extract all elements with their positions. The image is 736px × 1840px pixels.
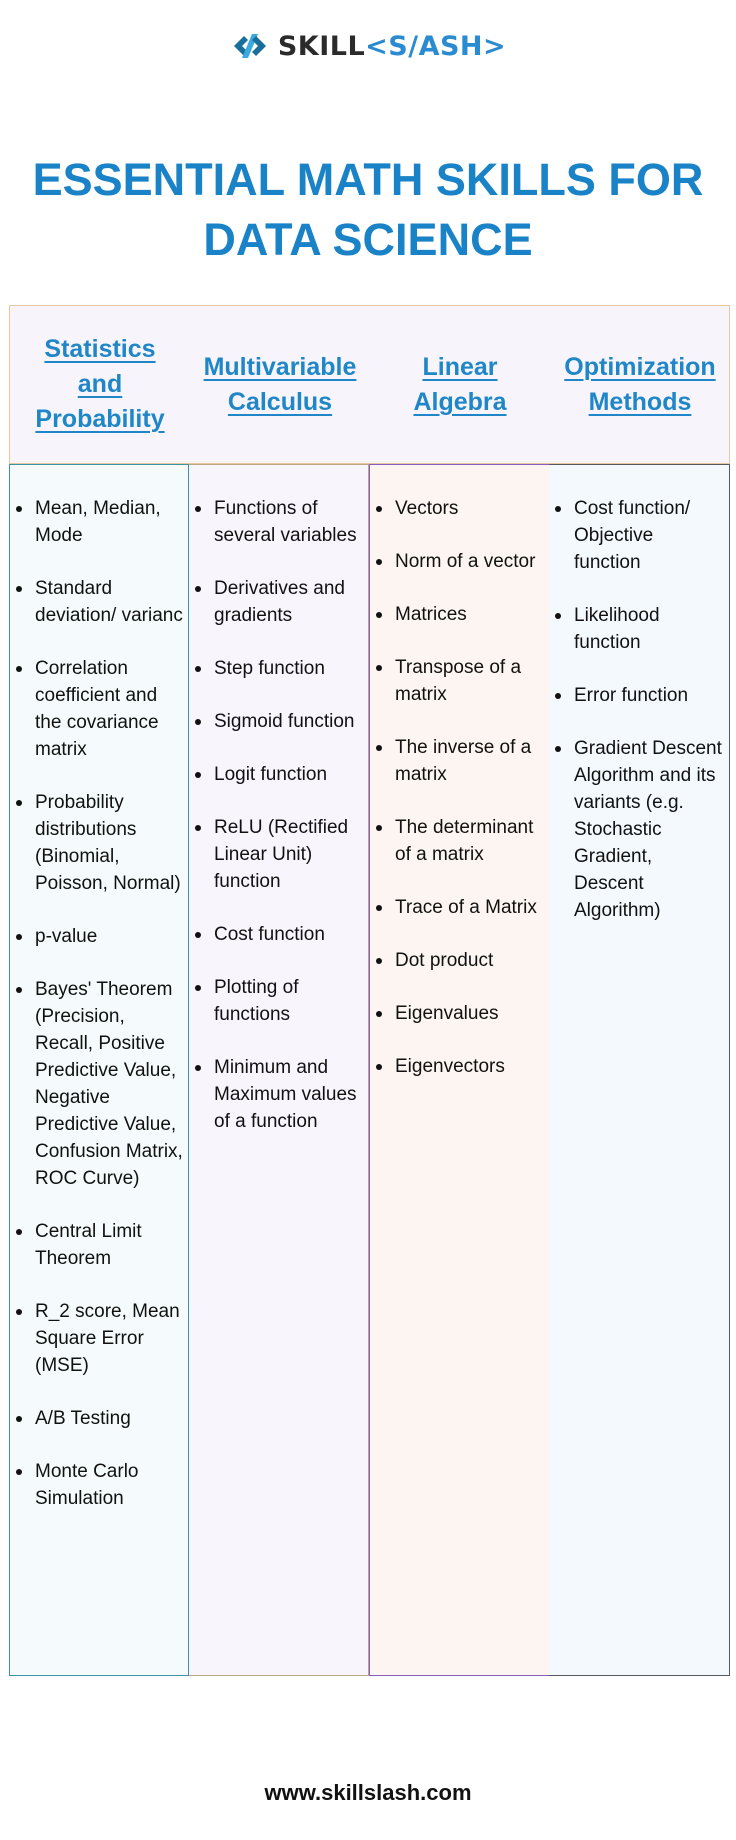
list-item: Matrices <box>395 601 545 628</box>
list-item: ReLU (Rectified Linear Unit) function <box>214 814 364 895</box>
list-item: The inverse of a matrix <box>395 734 545 788</box>
column-linear-algebra <box>369 464 550 1676</box>
header-statistics-line-1: Statistics <box>44 335 156 363</box>
list-item: R_2 score, Mean Square Error (MSE) <box>35 1298 184 1379</box>
list-item: Monte Carlo Simulation <box>35 1458 184 1512</box>
list-item: Correlation coefficient and the covariance matrix <box>35 655 184 763</box>
list-item: Mean, Median, Mode <box>35 495 184 549</box>
header-statistics-line-3: Probability <box>35 405 165 433</box>
list-item: Bayes' Theorem (Precision, Recall, Positive Predictive Value, Negative Predictive Value, Confusion Matrix, ROC Curve) <box>35 976 184 1192</box>
list-item: Error function <box>574 682 725 709</box>
header-optimization-line-1: Optimization <box>564 352 716 381</box>
list-item: The determinant of a matrix <box>395 814 545 868</box>
header-multivariable-calculus[interactable] <box>190 306 370 463</box>
list-item: Transpose of a matrix <box>395 654 545 708</box>
header-linear-algebra[interactable] <box>370 306 550 463</box>
list-item: Functions of several variables <box>214 495 364 549</box>
header-algebra-line-1: Linear <box>422 352 498 381</box>
optimization-list <box>549 465 729 924</box>
title-line-2: DATA SCIENCE <box>203 214 533 265</box>
page-title <box>0 150 736 270</box>
column-multivariable-calculus <box>189 464 369 1676</box>
column-optimization-methods <box>549 464 730 1676</box>
list-item: Cost function <box>214 921 364 948</box>
brand-part-skill: SKILL <box>277 30 366 62</box>
header-statistics-probability[interactable] <box>10 306 190 463</box>
list-item: A/B Testing <box>35 1405 184 1432</box>
list-item: Gradient Descent Algorithm and its variants (e.g. Stochastic Gradient, Descent Algorithm) <box>574 735 725 924</box>
list-item: p-value <box>35 923 184 950</box>
list-item: Cost function/ Objective function <box>574 495 725 576</box>
header-calculus-line-1: Multivariable <box>203 352 357 381</box>
skills-table <box>9 305 730 1677</box>
brand-logo <box>0 30 736 62</box>
skillslash-mark-icon <box>230 30 270 62</box>
header-optimization-methods[interactable] <box>550 306 730 463</box>
statistics-list <box>10 465 188 1512</box>
list-item: Probability distributions (Binomial, Poisson, Normal) <box>35 789 184 897</box>
list-item: Trace of a Matrix <box>395 894 545 921</box>
list-item: Norm of a vector <box>395 548 545 575</box>
list-item: Logit function <box>214 761 364 788</box>
list-item: Eigenvalues <box>395 1000 545 1027</box>
table-header-row <box>9 305 730 464</box>
header-optimization-line-2: Methods <box>588 387 692 416</box>
list-item: Minimum and Maximum values of a function <box>214 1054 364 1135</box>
algebra-list <box>370 465 549 1080</box>
column-statistics-probability <box>9 464 189 1676</box>
header-algebra-line-2: Algebra <box>413 387 507 416</box>
list-item: Dot product <box>395 947 545 974</box>
list-item: Eigenvectors <box>395 1053 545 1080</box>
title-line-1: ESSENTIAL MATH SKILLS FOR <box>32 154 704 205</box>
footer-website-link[interactable]: www.skillslash.com <box>264 1780 472 1805</box>
list-item: Standard deviation/ varianc <box>35 575 184 629</box>
list-item: Sigmoid function <box>214 708 364 735</box>
brand-wordmark <box>278 31 506 62</box>
list-item: Plotting of functions <box>214 974 364 1028</box>
list-item: Likelihood function <box>574 602 725 656</box>
header-calculus-line-2: Calculus <box>227 387 333 416</box>
list-item: Step function <box>214 655 364 682</box>
list-item: Central Limit Theorem <box>35 1218 184 1272</box>
list-item: Derivatives and gradients <box>214 575 364 629</box>
calculus-list <box>189 465 368 1135</box>
brand-part-slash: <S/ASH> <box>365 30 507 62</box>
list-item: Vectors <box>395 495 545 522</box>
header-statistics-line-2: and <box>77 370 123 398</box>
